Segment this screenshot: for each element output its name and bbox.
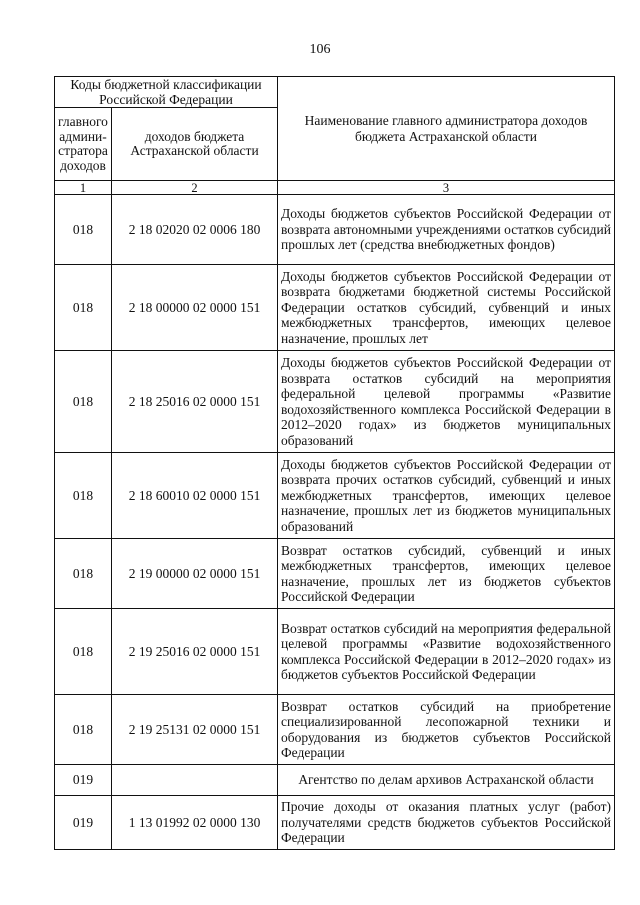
admin-code-cell: 019 <box>55 796 112 850</box>
table-row <box>55 265 615 351</box>
table-row <box>55 539 615 609</box>
income-code-cell: 2 18 00000 02 0000 151 <box>112 265 278 351</box>
description-cell: Возврат остатков субсидий на мероприятия федеральной целевой программы «Развитие водохозяйственного комплекса Российской Федерации в 2012–2020 годах» из бюджетов субъектов Российской Федерации <box>278 609 615 695</box>
administrator-name-header: Наименование главного администратора доходов бюджета Астраханской области <box>278 77 615 181</box>
admin-code-cell: 018 <box>55 453 112 539</box>
table-body <box>55 195 615 850</box>
column-number-3: 3 <box>278 181 615 195</box>
description-cell: Доходы бюджетов субъектов Российской Федерации от возврата остатков субсидий на мероприятия федеральной целевой программы «Развитие водохозяйственного комплекса Российской Федерации в 2012–2020 годах» из бюджетов муниципальных образований <box>278 351 615 453</box>
admin-code-cell: 018 <box>55 695 112 765</box>
table-row <box>55 351 615 453</box>
table-header <box>55 77 615 195</box>
page-number: 106 <box>309 42 331 57</box>
table-row <box>55 796 615 850</box>
codes-group-header: Коды бюджетной классификации Российской Федерации <box>55 77 278 108</box>
table-row <box>55 195 615 265</box>
admin-code-cell: 019 <box>55 765 112 796</box>
column-number-1: 1 <box>55 181 112 195</box>
admin-code-cell: 018 <box>55 539 112 609</box>
table-row <box>55 609 615 695</box>
income-code-cell: 2 19 00000 02 0000 151 <box>112 539 278 609</box>
description-cell: Доходы бюджетов субъектов Российской Федерации от возврата автономными учреждениями остатков субсидий прошлых лет (средства внебюджетных фондов) <box>278 195 615 265</box>
description-cell: Доходы бюджетов субъектов Российской Федерации от возврата прочих остатков субсидий, субвенций и иных межбюджетных трансфертов, имеющих целевое назначение, прошлых лет из бюджетов муниципальных образований <box>278 453 615 539</box>
table-row <box>55 453 615 539</box>
admin-code-cell: 018 <box>55 195 112 265</box>
column-number-2: 2 <box>112 181 278 195</box>
description-cell: Возврат остатков субсидий, субвенций и иных межбюджетных трансфертов, имеющих целевое назначение, прошлых лет из бюджетов субъектов Российской Федерации <box>278 539 615 609</box>
description-cell: Возврат остатков субсидий на приобретение специализированной лесопожарной техники и оборудования из бюджетов субъектов Российской Федерации <box>278 695 615 765</box>
table-row <box>55 765 615 796</box>
income-code-cell <box>112 765 278 796</box>
income-code-cell: 2 18 02020 02 0006 180 <box>112 195 278 265</box>
income-code-header: доходов бюджета Астраханской области <box>112 108 278 181</box>
admin-code-cell: 018 <box>55 351 112 453</box>
description-cell: Доходы бюджетов субъектов Российской Федерации от возврата бюджетами бюджетной системы Российской Федерации остатков субсидий, субвенций и иных межбюджетных трансфертов, имеющих целевое назначение, прошлых лет <box>278 265 615 351</box>
budget-codes-table <box>54 76 615 850</box>
admin-code-cell: 018 <box>55 609 112 695</box>
admin-code-header: главного админи-стратора доходов <box>55 108 112 181</box>
income-code-cell: 1 13 01992 02 0000 130 <box>112 796 278 850</box>
income-code-cell: 2 18 25016 02 0000 151 <box>112 351 278 453</box>
description-cell: Прочие доходы от оказания платных услуг (работ) получателями средств бюджетов субъектов Российской Федерации <box>278 796 615 850</box>
income-code-cell: 2 19 25131 02 0000 151 <box>112 695 278 765</box>
admin-code-cell: 018 <box>55 265 112 351</box>
table-row <box>55 695 615 765</box>
income-code-cell: 2 19 25016 02 0000 151 <box>112 609 278 695</box>
agency-name-cell: Агентство по делам архивов Астраханской области <box>278 765 615 796</box>
income-code-cell: 2 18 60010 02 0000 151 <box>112 453 278 539</box>
